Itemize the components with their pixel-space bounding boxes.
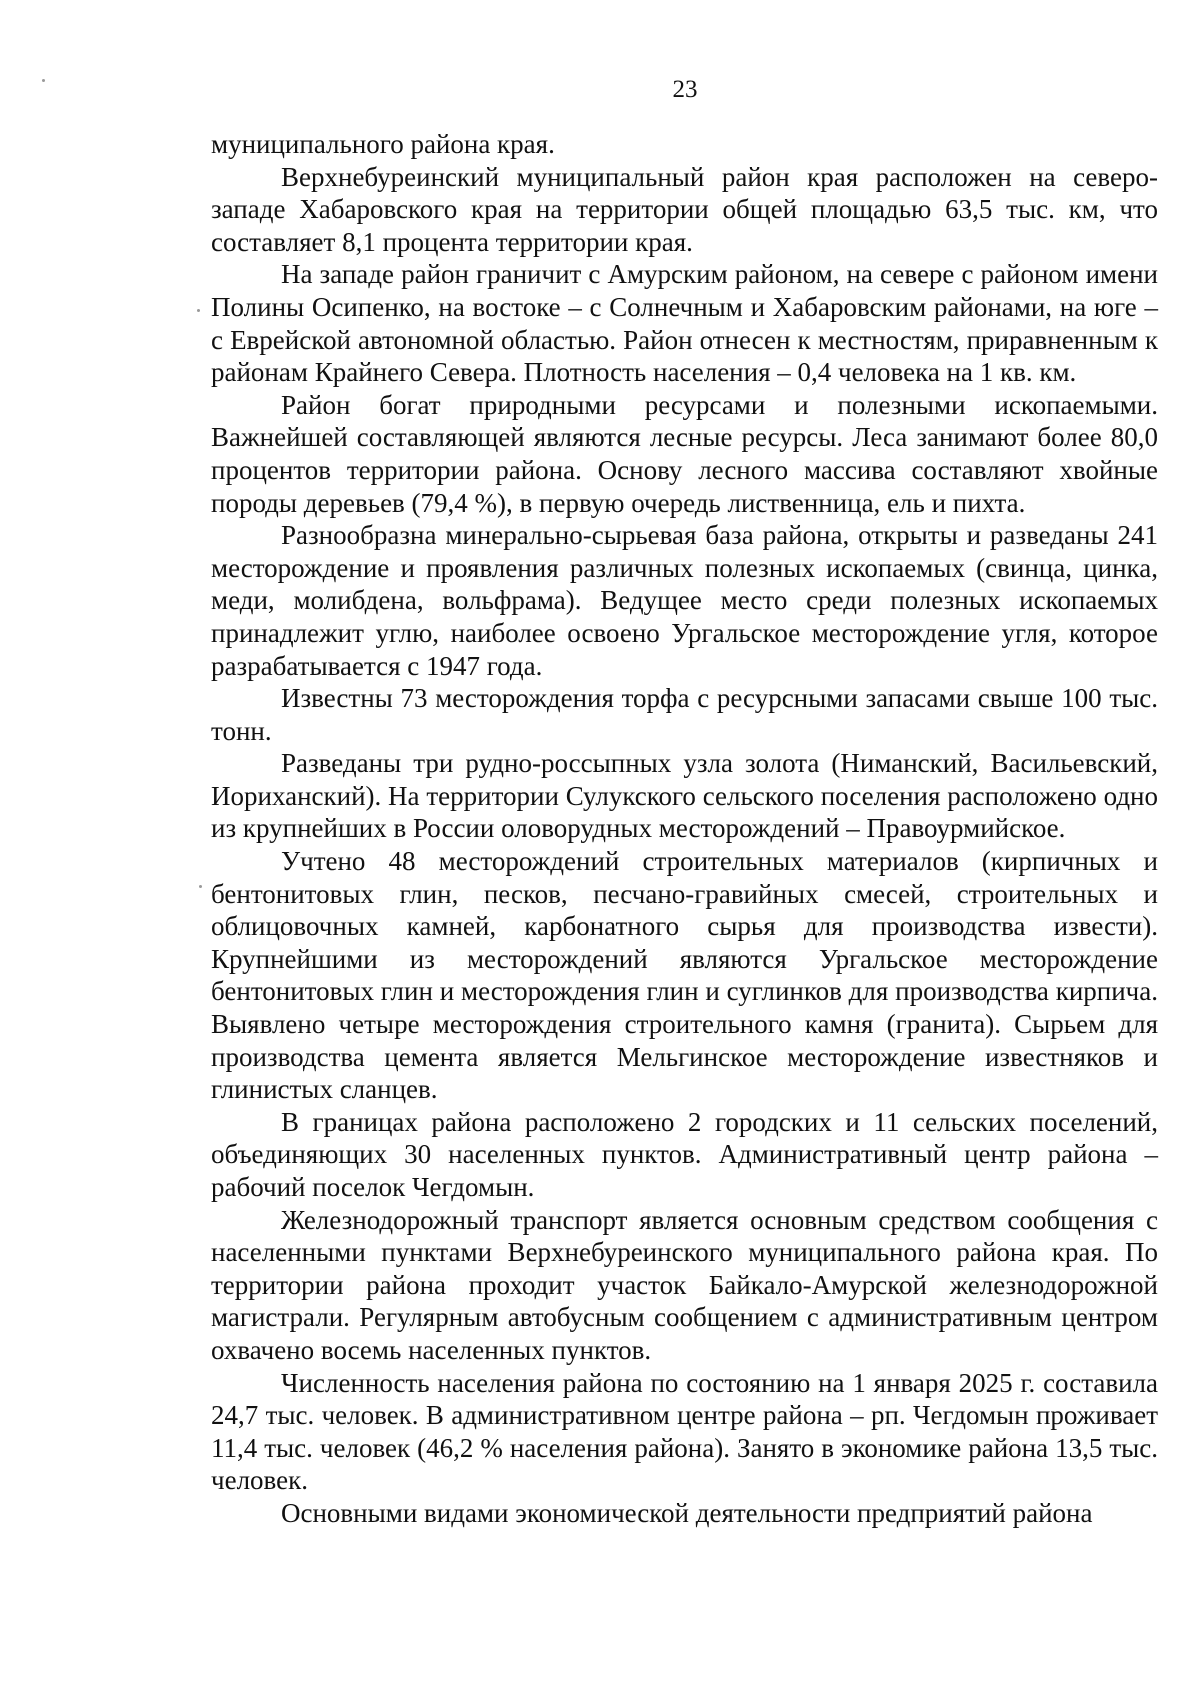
paragraph: Район богат природными ресурсами и полезными ископаемыми. Важнейшей составляющей являются лесные ресурсы. Леса занимают более 80,0 процентов территории района. Основу лесного массива составляют хвойные породы деревьев (79,4 %), в первую очередь лиственница, ель и пихта. bbox=[211, 389, 1158, 518]
paragraph: Учтено 48 месторождений строительных материалов (кирпичных и бентонитовых глин, песков, песчано-гравийных смесей, строительных и облицовочных камней, карбонатного сырья для производства извести). Крупнейшими из месторождений являются Ургальское месторождение бентонитовых глин и месторождения глин и суглинков для производства кирпича. Выявлено четыре месторождения строительного камня (гранита). Сырьем для производства цемента является Мельгинское месторождение известняков и глинистых сланцев. bbox=[211, 846, 1158, 1105]
scan-speck bbox=[42, 79, 45, 82]
paragraph: Верхнебуреинский муниципальный район края расположен на северо-западе Хабаровского края на территории общей площадью 63,5 тыс. км, что составляет 8,1 процента территории края. bbox=[211, 161, 1158, 257]
scan-speck bbox=[199, 885, 202, 888]
paragraph: Разведаны три рудно-россыпных узла золота (Ниманский, Васильевский, Иориханский). На территории Сулукского сельского поселения расположено одно из крупнейших в России оловорудных месторождений – Правоурмийское. bbox=[211, 748, 1158, 844]
paragraph: В границах района расположено 2 городских и 11 сельских поселений, объединяющих 30 населенных пунктов. Административный центр района – рабочий поселок Чегдомын. bbox=[211, 1106, 1158, 1202]
scan-speck bbox=[197, 309, 200, 312]
paragraph: Известны 73 месторождения торфа с ресурсными запасами свыше 100 тыс. тонн. bbox=[211, 683, 1158, 746]
paragraph: Железнодорожный транспорт является основным средством сообщения с населенными пунктами Верхнебуреинского муниципального района края. По территории района проходит участок Байкало-Амурской железнодорожной магистрали. Регулярным автобусным сообщением с административным центром охвачено восемь населенных пунктов. bbox=[211, 1204, 1158, 1365]
paragraph: Разнообразна минерально-сырьевая база района, открыты и разведаны 241 месторождение и проявления различных полезных ископаемых (свинца, цинка, меди, молибдена, вольфрама). Ведущее место среди полезных ископаемых принадлежит углю, наиболее освоено Ургальское месторождение угля, которое разрабатывается с 1947 года. bbox=[211, 520, 1158, 681]
document-body bbox=[211, 128, 1158, 1530]
paragraph-incomplete: Основными видами экономической деятельности предприятий района bbox=[281, 1497, 1093, 1528]
paragraph: Численность населения района по состоянию на 1 января 2025 г. составила 24,7 тыс. человек. В административном центре района – рп. Чегдомын проживает 11,4 тыс. человек (46,2 % населения района). Занято в экономике района 13,5 тыс. человек. bbox=[211, 1367, 1158, 1496]
paragraph-continuation: муниципального района края. bbox=[211, 129, 555, 159]
paragraph: На западе район граничит с Амурским районом, на севере с районом имени Полины Осипенко, на востоке – с Солнечным и Хабаровским районами, на юге – с Еврейской автономной областью. Район отнесен к местностям, приравненным к районам Крайнего Севера. Плотность населения – 0,4 человека на 1 кв. км. bbox=[211, 259, 1158, 388]
page-number: 23 bbox=[672, 76, 698, 103]
